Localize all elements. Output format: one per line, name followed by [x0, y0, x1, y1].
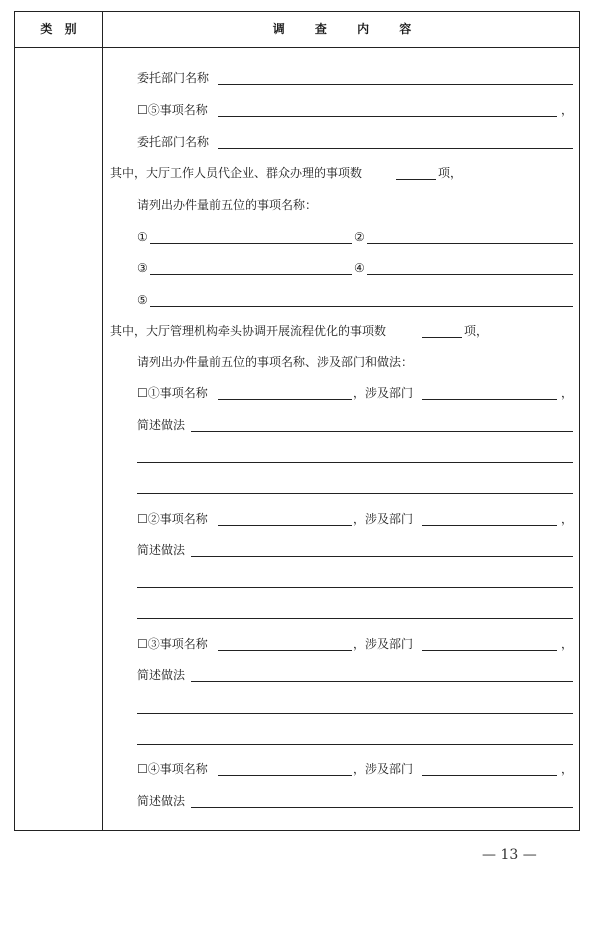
proxy-count-unit: 项， [438, 166, 463, 180]
dept-name-label: 委托部门名称 [137, 71, 210, 85]
entry-4-name-blank[interactable] [218, 775, 352, 776]
entry-3-dept-blank[interactable] [422, 650, 557, 651]
num-5: ⑤ [137, 293, 148, 307]
list-top5-detail-label: 请列出办件量前五位的事项名称、涉及部门和做法： [137, 355, 414, 369]
comma: ， [560, 637, 573, 651]
entry-3-desc-line-3[interactable] [137, 744, 573, 745]
lead-count-label: 其中，大厅管理机构牵头协调开展流程优化的事项数 [110, 324, 387, 338]
entry-2-desc-line-3[interactable] [137, 618, 573, 619]
num-4: ④ [354, 261, 365, 275]
entry-1-desc-blank[interactable] [191, 431, 573, 432]
entry-2-dept-label: ，涉及部门 [353, 512, 414, 526]
row-list-top5-detail [137, 353, 573, 371]
header-category: 类 别 [40, 22, 77, 36]
entry-2-name-blank[interactable] [218, 525, 352, 526]
name-5-blank[interactable] [150, 306, 573, 307]
entry-1-name-row [137, 384, 573, 402]
entry-3-desc-blank[interactable] [191, 681, 573, 682]
entry-3-desc-line-2[interactable] [137, 713, 573, 714]
proxy-count-label: 其中，大厅工作人员代企业、群众办理的事项数 [110, 166, 363, 180]
entry-1-desc-label: 简述做法 [137, 418, 186, 432]
entry-4-desc-row [137, 792, 573, 810]
row-n1-n2 [137, 228, 573, 246]
row-n3-n4 [137, 259, 573, 277]
entry-1-dept-label: ，涉及部门 [353, 386, 414, 400]
entry-3-name-label: ☐③事项名称 [137, 637, 208, 651]
lead-count-blank[interactable] [422, 337, 462, 338]
entry-4-dept-blank[interactable] [422, 775, 557, 776]
entry-3-desc-label: 简述做法 [137, 668, 186, 682]
entry-2-desc-line-2[interactable] [137, 587, 573, 588]
dept-name-label: 委托部门名称 [137, 135, 210, 149]
item-5-blank[interactable] [218, 116, 557, 117]
item-5-label: ☐⑤事项名称 [137, 103, 208, 117]
entry-1-name-label: ☐①事项名称 [137, 386, 208, 400]
entry-3-desc-row [137, 666, 573, 684]
row-n5 [137, 291, 573, 309]
entry-1-desc-line-3[interactable] [137, 493, 573, 494]
entry-2-desc-label: 简述做法 [137, 543, 186, 557]
row-list-top5 [137, 196, 573, 214]
entry-4-name-row [137, 760, 573, 778]
num-1: ① [137, 230, 148, 244]
entry-1-dept-blank[interactable] [422, 399, 557, 400]
lead-count-unit: 项， [464, 324, 489, 338]
comma: ， [560, 386, 573, 400]
page-number: — 13 — [482, 847, 537, 863]
entry-3-name-row [137, 635, 573, 653]
dept-name-blank[interactable] [218, 84, 573, 85]
entry-1-desc-line-2[interactable] [137, 462, 573, 463]
name-2-blank[interactable] [367, 243, 573, 244]
comma: ， [560, 762, 573, 776]
entry-3-dept-label: ，涉及部门 [353, 637, 414, 651]
name-3-blank[interactable] [150, 274, 352, 275]
entry-2-desc-row [137, 541, 573, 559]
row-dept-2 [137, 133, 573, 151]
row-proxy-count [110, 164, 570, 182]
entry-3-name-blank[interactable] [218, 650, 352, 651]
entry-2-desc-blank[interactable] [191, 556, 573, 557]
entry-2-name-label: ☐②事项名称 [137, 512, 208, 526]
name-4-blank[interactable] [367, 274, 573, 275]
comma: ， [560, 512, 573, 526]
row-lead-count [110, 322, 570, 340]
entry-1-desc-row [137, 416, 573, 434]
proxy-count-blank[interactable] [396, 179, 436, 180]
dept-name-blank[interactable] [218, 148, 573, 149]
comma: ， [560, 103, 573, 117]
entry-2-name-row [137, 510, 573, 528]
entry-4-desc-blank[interactable] [191, 807, 573, 808]
entry-1-name-blank[interactable] [218, 399, 352, 400]
row-item-5 [137, 101, 573, 119]
header-content: 调 查 内 容 [272, 22, 412, 36]
entry-4-name-label: ☐④事项名称 [137, 762, 208, 776]
entry-4-dept-label: ，涉及部门 [353, 762, 414, 776]
num-3: ③ [137, 261, 148, 275]
entry-2-dept-blank[interactable] [422, 525, 557, 526]
entry-4-desc-label: 简述做法 [137, 794, 186, 808]
num-2: ② [354, 230, 365, 244]
name-1-blank[interactable] [150, 243, 352, 244]
row-dept-1 [137, 69, 573, 87]
list-top5-label: 请列出办件量前五位的事项名称： [137, 198, 318, 212]
